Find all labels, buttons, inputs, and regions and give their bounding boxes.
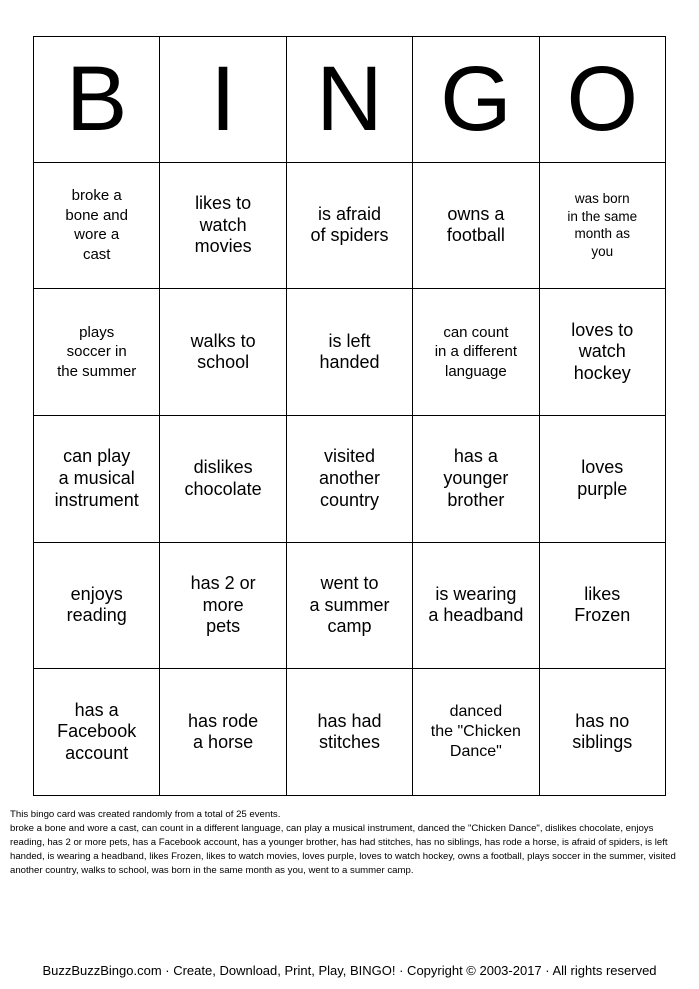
bingo-cell	[413, 162, 539, 289]
bingo-cell	[539, 162, 665, 289]
bingo-cell	[34, 542, 160, 669]
cell-text: can play a musical instrument	[54, 446, 139, 510]
site-footer: BuzzBuzzBingo.com · Create, Download, Print, Play, BINGO! · Copyright © 2003-2017 · All rights reserved	[42, 963, 657, 978]
cell-text: visited another country	[318, 446, 380, 510]
bingo-cell	[413, 669, 539, 796]
cell-text: is afraid of spiders	[310, 203, 389, 246]
bingo-cell	[160, 542, 286, 669]
bingo-row-2	[34, 289, 666, 416]
bingo-cell	[34, 669, 160, 796]
bingo-cell	[286, 669, 412, 796]
cell-text: likes Frozen	[574, 583, 631, 626]
bingo-cell	[34, 162, 160, 289]
bingo-cell	[34, 289, 160, 416]
bingo-cell	[539, 669, 665, 796]
cell-text: is left handed	[319, 330, 380, 373]
bingo-cell	[286, 542, 412, 669]
bingo-cell	[413, 415, 539, 542]
cell-text: dislikes chocolate	[184, 457, 262, 499]
card-summary: This bingo card was created randomly from a total of 25 events.	[10, 809, 281, 820]
bingo-cell	[539, 289, 665, 416]
bingo-cell	[160, 415, 286, 542]
cell-text: loves to watch hockey	[571, 319, 634, 383]
event-list: broke a bone and wore a cast, can count in a different language, can play a musical instrument, danced the "Chicken Dance", dislikes chocolate, enjoys reading, has 2 or more pets, has a Facebook account, has a younger brother, has had stitches, has no siblings, has rode a horse, is afraid of spiders, is left handed, is wearing a headband, likes Frozen, likes to watch movies, loves purple, loves to watch hockey, owns a football, plays soccer in the summer, visited another country, walks to school, was born in the same month as you, went to a summer camp.	[10, 823, 676, 876]
bingo-row-3	[34, 415, 666, 542]
cell-text: enjoys reading	[66, 583, 127, 626]
cell-text: walks to school	[190, 330, 256, 373]
cell-text: has a younger brother	[443, 446, 509, 510]
cell-text: has had stitches	[317, 710, 382, 753]
bingo-cell	[413, 542, 539, 669]
bingo-cell	[34, 415, 160, 542]
bingo-card	[33, 36, 666, 796]
header-letter-b: B	[34, 37, 160, 163]
cell-text: loves purple	[577, 457, 628, 499]
bingo-cell	[160, 669, 286, 796]
cell-text: went to a summer camp	[309, 573, 390, 637]
header-letter-g: G	[413, 37, 539, 163]
cell-text: has a Facebook account	[57, 699, 137, 763]
header-letter-n: N	[286, 37, 412, 163]
cell-text: was born in the same month as you	[567, 191, 638, 259]
header-letter-o: O	[539, 37, 665, 163]
bingo-cell	[286, 289, 412, 416]
bingo-cell	[286, 415, 412, 542]
bingo-cell	[160, 162, 286, 289]
cell-text: has rode a horse	[188, 710, 259, 753]
card-info	[10, 808, 690, 878]
cell-text: can count in a different language	[434, 323, 517, 380]
bingo-cell	[539, 542, 665, 669]
cell-text: has no siblings	[572, 710, 633, 753]
cell-text: has 2 or more pets	[190, 573, 256, 637]
cell-text: owns a football	[446, 203, 505, 246]
bingo-cell	[160, 289, 286, 416]
cell-text: broke a bone and wore a cast	[65, 187, 128, 263]
header-letter-i: I	[160, 37, 286, 163]
bingo-header-row	[34, 37, 666, 163]
bingo-row-1	[34, 162, 666, 289]
bingo-cell	[413, 289, 539, 416]
cell-text: likes to watch movies	[194, 193, 252, 257]
bingo-cell	[539, 415, 665, 542]
cell-text: danced the "Chicken Dance"	[430, 703, 521, 761]
cell-text: is wearing a headband	[428, 583, 524, 626]
bingo-cell	[286, 162, 412, 289]
cell-text: plays soccer in the summer	[57, 323, 137, 380]
bingo-row-5	[34, 669, 666, 796]
bingo-row-4	[34, 542, 666, 669]
